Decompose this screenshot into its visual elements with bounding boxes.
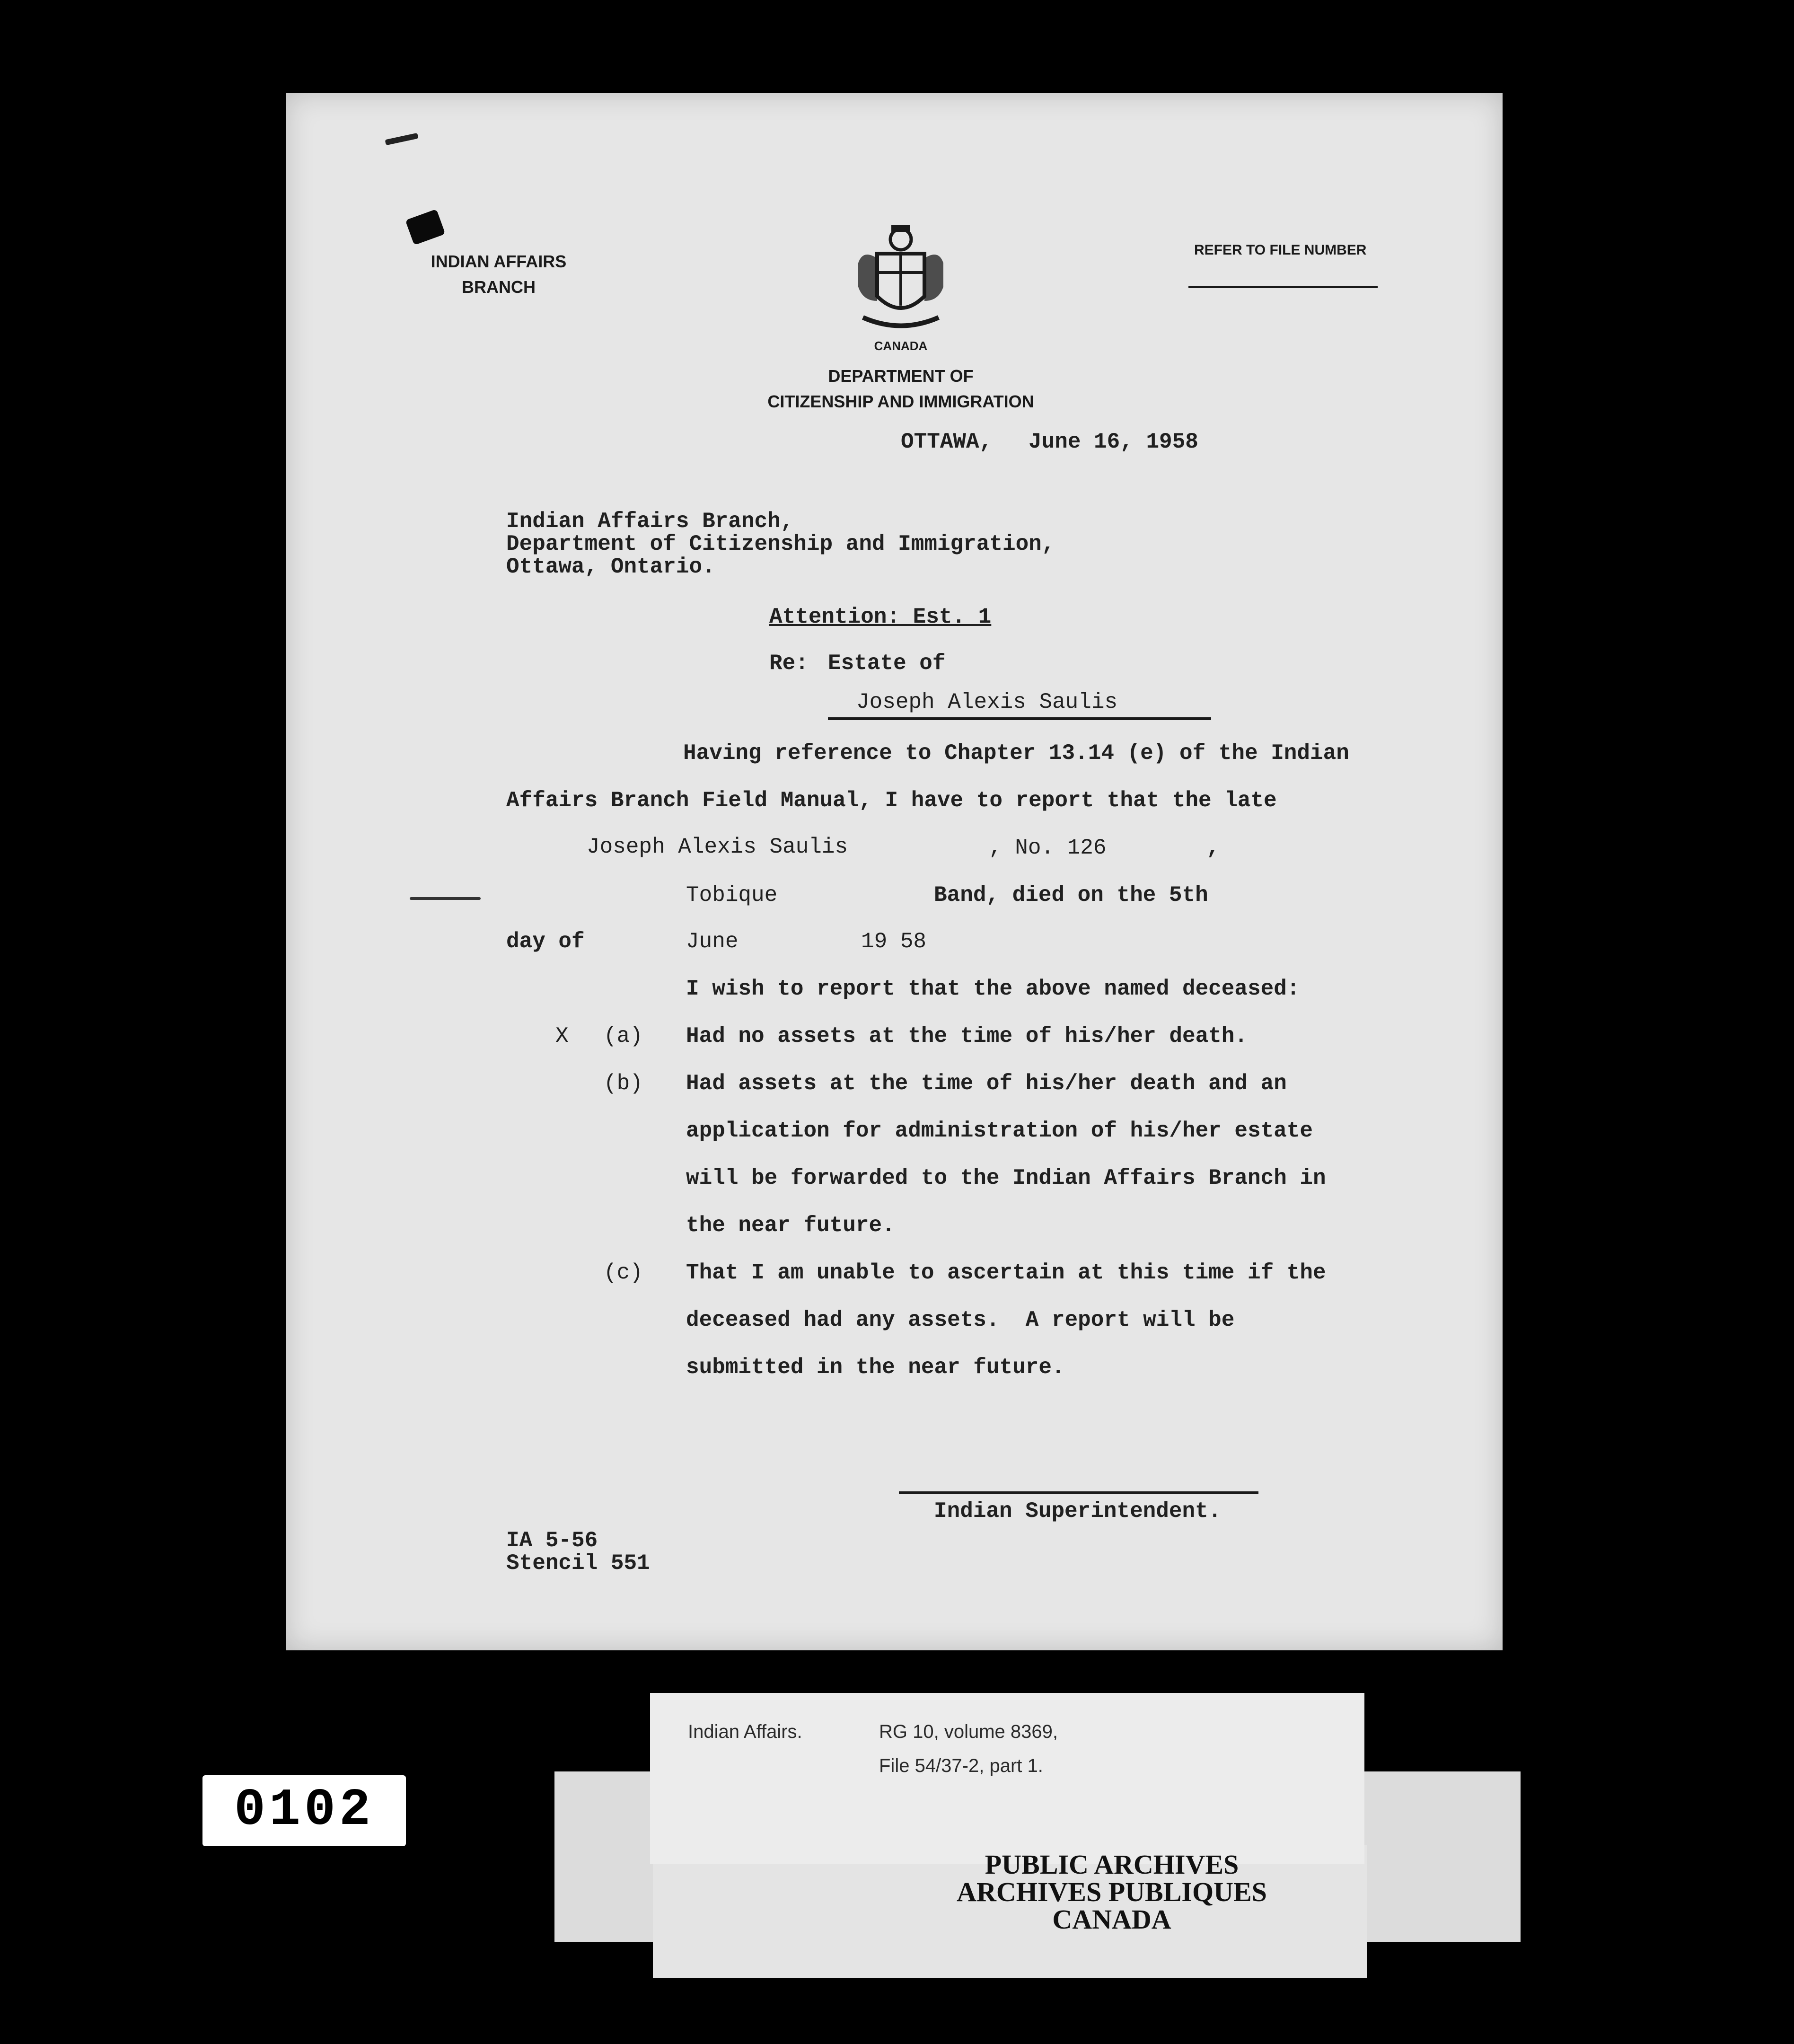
option-b-line-3: will be forwarded to the Indian Affairs Branch in — [686, 1166, 1326, 1190]
archive-stamp-line-3: CANADA — [1052, 1904, 1171, 1935]
deceased-name: Joseph Alexis Saulis — [587, 835, 848, 859]
band-name: Tobique — [686, 883, 778, 907]
form-code-line-1: IA 5-56 — [506, 1528, 598, 1553]
dateline-place: OTTAWA, — [901, 430, 993, 454]
option-c-line-3: submitted in the near future. — [686, 1355, 1065, 1380]
file-number-line — [1188, 286, 1378, 288]
branch-line-2: BRANCH — [462, 277, 536, 297]
attention-line: Attention: Est. 1 — [769, 605, 992, 629]
address-line-2: Department of Citizenship and Immigration, — [506, 532, 1055, 556]
ink-mark — [410, 897, 481, 900]
department-line-1: DEPARTMENT OF — [828, 366, 974, 386]
department-line-2: CITIZENSHIP AND IMMIGRATION — [767, 392, 1034, 411]
branch-line-1: INDIAN AFFAIRS — [431, 252, 567, 271]
form-code-line-2: Stencil 551 — [506, 1551, 650, 1576]
trailing-comma: , — [1206, 836, 1220, 860]
report-intro: I wish to report that the above named deceased: — [686, 977, 1300, 1001]
month-value: June — [686, 929, 739, 954]
address-line-1: Indian Affairs Branch, — [506, 509, 794, 534]
option-c-letter: (c) — [604, 1260, 643, 1285]
option-a-text: Had no assets at the time of his/her death. — [686, 1024, 1248, 1048]
option-c-line-1: That I am unable to ascertain at this time if the — [686, 1260, 1326, 1285]
option-b-letter: (b) — [604, 1071, 643, 1096]
re-text: Estate of — [828, 651, 946, 676]
coat-of-arms-icon — [849, 220, 953, 339]
re-name: Joseph Alexis Saulis — [856, 690, 1118, 714]
tape-mark — [405, 209, 446, 246]
body-line-1: Having reference to Chapter 13.14 (e) of the Indian — [683, 741, 1349, 766]
re-label: Re: — [769, 651, 809, 676]
band-number: , No. 126 — [989, 836, 1107, 860]
ink-mark — [385, 133, 419, 145]
re-underline — [828, 717, 1211, 720]
option-b-line-2: application for administration of his/her estate — [686, 1119, 1313, 1143]
option-b-line-4: the near future. — [686, 1213, 895, 1238]
dateline-date: June 16, 1958 — [1029, 430, 1198, 454]
frame-number-tag — [202, 1775, 406, 1846]
frame-number: 0102 — [234, 1781, 375, 1840]
signature-title: Indian Superintendent. — [934, 1499, 1222, 1524]
letter-page — [286, 93, 1503, 1650]
branch-label — [409, 249, 589, 300]
archive-stamp-line-1: PUBLIC ARCHIVES — [985, 1849, 1239, 1880]
address-line-3: Ottawa, Ontario. — [506, 555, 715, 579]
option-a-letter: (a) — [604, 1024, 643, 1048]
country-label: CANADA — [874, 339, 928, 353]
band-died-text: Band, died on the 5th — [934, 883, 1208, 907]
archive-ref-line-2: File 54/37-2, part 1. — [879, 1755, 1043, 1776]
year-value: 19 58 — [861, 929, 927, 954]
option-b-line-1: Had assets at the time of his/her death and an — [686, 1071, 1287, 1096]
archive-stamp — [757, 1851, 1467, 1933]
signature-line — [899, 1491, 1258, 1494]
archive-stamp-line-2: ARCHIVES PUBLIQUES — [957, 1877, 1267, 1907]
option-c-line-2: deceased had any assets. A report will be — [686, 1308, 1235, 1332]
day-of-label: day of — [506, 929, 585, 954]
refer-file-label: REFER TO FILE NUMBER — [1194, 242, 1367, 258]
body-line-2: Affairs Branch Field Manual, I have to report that the late — [506, 788, 1277, 813]
archive-reference-card — [650, 1693, 1364, 1864]
department-label — [712, 363, 1090, 414]
archive-ref-line-1: RG 10, volume 8369, — [879, 1721, 1058, 1742]
option-a-mark: X — [555, 1024, 569, 1048]
archive-org: Indian Affairs. — [688, 1721, 802, 1742]
